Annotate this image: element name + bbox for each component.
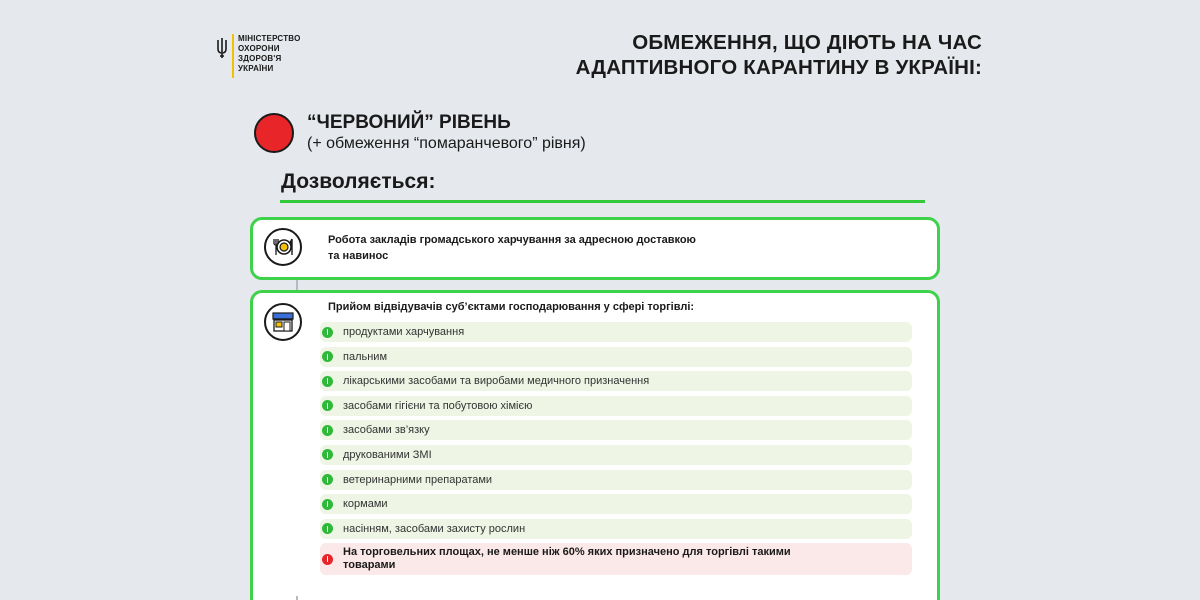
store-icon — [264, 303, 302, 341]
ministry-logo — [216, 34, 301, 78]
card-connector — [296, 280, 298, 290]
ministry-line: ЗДОРОВ'Я — [238, 54, 282, 63]
warning-item — [320, 543, 912, 575]
level-subtitle: (+ обмеження “помаранчевого” рівня) — [307, 135, 586, 152]
ministry-name — [238, 34, 301, 74]
list-item — [320, 420, 912, 440]
card-connector — [296, 596, 298, 600]
ministry-line: УКРАЇНИ — [238, 64, 274, 73]
list-item-label: лікарськими засобами та виробами медичного призначення — [343, 375, 650, 388]
list-item — [320, 371, 912, 391]
list-item-label: засобами гігієни та побутовою хімією — [343, 399, 533, 412]
check-icon — [322, 449, 333, 460]
warning-item-label: На торговельних площах, не менше ніж 60% яких призначено для торгівлі такими товарами — [343, 546, 791, 572]
list-item-label: пальним — [343, 350, 388, 363]
check-icon — [322, 400, 333, 411]
list-item-label: ветеринарними препаратами — [343, 473, 493, 486]
list-item — [320, 470, 912, 490]
restaurant-icon — [264, 228, 302, 266]
trident-icon — [216, 37, 228, 59]
warning-icon — [322, 554, 333, 565]
check-icon — [322, 351, 333, 362]
list-item — [320, 494, 912, 514]
trade-goods-list — [320, 322, 912, 580]
list-item-label: насінням, засобами захисту рослин — [343, 522, 526, 535]
list-item — [320, 347, 912, 367]
ministry-line: ОХОРОНИ — [238, 44, 280, 53]
heading-underline — [280, 200, 925, 203]
list-item-label: кормами — [343, 498, 388, 511]
level-title: “ЧЕРВОНИЙ” РІВЕНЬ — [307, 112, 511, 133]
card-trade-text: Прийом відвідувачів суб’єктами господарювання у сфері торгівлі: — [328, 301, 695, 313]
check-icon — [322, 499, 333, 510]
list-item-label: продуктами харчування — [343, 326, 465, 338]
check-icon — [322, 327, 333, 338]
page-title-line: АДАПТИВНОГО КАРАНТИНУ В УКРАЇНІ: — [575, 56, 982, 79]
allowed-heading: Дозволяється: — [281, 170, 436, 193]
red-level-indicator — [254, 113, 294, 153]
check-icon — [322, 425, 333, 436]
page-title — [520, 30, 982, 80]
list-item — [320, 519, 912, 539]
check-icon — [322, 376, 333, 387]
list-item — [320, 322, 912, 342]
page-title-line: ОБМЕЖЕННЯ, ЩО ДІЮТЬ НА ЧАС — [632, 31, 982, 54]
check-icon — [322, 523, 333, 534]
check-icon — [322, 474, 333, 485]
card-food-service-text: Робота закладів громадського харчування за адресною доставкою та навинос — [328, 234, 696, 262]
logo-divider — [232, 34, 234, 78]
list-item-label: друкованими ЗМІ — [343, 448, 432, 461]
ministry-line: МІНІСТЕРСТВО — [238, 34, 301, 43]
list-item-label: засобами зв’язку — [343, 424, 430, 437]
list-item — [320, 396, 912, 416]
list-item — [320, 445, 912, 465]
